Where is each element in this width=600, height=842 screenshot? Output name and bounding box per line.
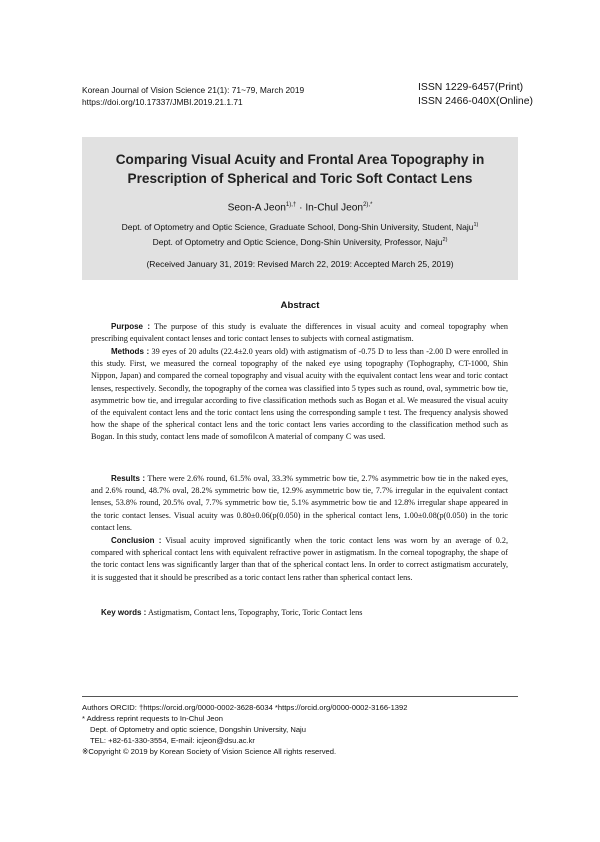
footnote-contact: TEL: +82-61-330-3554, E-mail: icjeon@dsu.ac.kr: [90, 736, 255, 745]
purpose-text: The purpose of this study is evaluate the differences in visual acuity and corneal topography when prescribing equivalent contact lenses and toric contact lenses to subjects with corneal astigmatism.: [91, 322, 508, 344]
footnote-reprint: * Address reprint requests to In-Chul Jeon: [82, 714, 223, 723]
footnote-divider: [82, 696, 518, 697]
author-1-name: Seon-A Jeon: [227, 202, 286, 214]
results-text: There were 2.6% round, 61.5% oval, 33.3% symmetric bow tie, 2.7% asymmetric bow tie in the naked eyes, and 2.6% round, 48.7% oval, 28.2% symmetric bow tie, 12.9% asymmetric bow tie, 7.7% irregular in the equivalent contact lenses, 53.8% round, 20.5% oval, 7.7% symmetric bow tie, 5.1% asymmetric bow tie and 12.8% irregular shape appeared in the toric contact lenses. Visual acuity was 0.80±0.06(p(0.050) in the spherical contact lens, 1.00±0.08(p(0.050) in the toric contact lens.: [91, 474, 508, 532]
abstract-keywords: [101, 608, 362, 617]
author-1-marker: 1),†: [285, 202, 297, 208]
purpose-label: Purpose :: [111, 322, 151, 331]
author-list: [82, 202, 518, 213]
results-label: Results :: [111, 474, 146, 483]
issn-block: [418, 81, 533, 109]
journal-line: Korean Journal of Vision Science 21(1): 71~79, March 2019: [82, 85, 305, 95]
affiliation-1: [82, 222, 518, 232]
footnote-copyright: ※Copyright © 2019 by Korean Society of Vision Science All rights reserved.: [82, 747, 337, 756]
keywords-label: Key words :: [101, 608, 147, 617]
abstract-conclusion: [91, 535, 508, 584]
abstract-methods: [91, 346, 508, 444]
conclusion-text: Visual acuity improved significantly when the toric contact lens was worn by an average of 0.2, compared with spherical contact lens with equivalent refractive power in astigmatism. In the corneal topography, the shape of the toric contact lens was significantly larger than that of the spherical contact lens. In order to correct astigmatism accurately, it is suggested that it should be prescribed as a toric contact lens rather than spherical contact lens.: [91, 536, 508, 582]
paper-title: [82, 150, 518, 188]
abstract-results: [91, 473, 508, 534]
methods-text: 39 eyes of 20 adults (22.4±2.0 years old) with astigmatism of -0.75 D to less than -2.00 D were enrolled in this study. First, we measured the corneal topography of the naked eye using topography (Tophography, CT-1000, Shin Nippon, Japan) and compared the corneal topography and visual acuity with the equivalent contact lens wear and toric contact lenses, respectively. Secondly, the topography of the cornea was classified into 5 types such as round, oval, symmetric bow tie, asymmetric bow tie, and irregular according to five classification methods such as Bogan et al. We measured the visual acuity of the equivalent contact lens and the toric contact lens using the corresponding sample t test. The frequency analysis showed how the shape of the spherical contact lens and the toric contact lens varies according to the classification method such as Bogan. In this study, contact lens made of somofilcon A material of company C was used.: [91, 347, 508, 442]
affiliation-2: [82, 237, 518, 247]
journal-citation: [82, 84, 304, 108]
affiliation-2-marker: 2): [442, 237, 448, 244]
footnote-orcid: Authors ORCID: †https://orcid.org/0000-0002-3628-6034 *https://orcid.org/0000-0002-3166-1392: [82, 703, 408, 712]
author-separator: ·: [296, 202, 306, 214]
conclusion-label: Conclusion :: [111, 536, 162, 545]
title-line-1: Comparing Visual Acuity and Frontal Area Topography in: [115, 152, 485, 167]
received-dates: (Received January 31, 2019: Revised March 22, 2019: Accepted March 25, 2019): [146, 259, 454, 269]
affiliation-1-marker: 1): [473, 222, 479, 229]
issn-print: ISSN 1229-6457(Print): [418, 82, 524, 93]
footnote-dept: Dept. of Optometry and optic science, Dongshin University, Naju: [90, 725, 306, 734]
author-2-marker: 2),*: [363, 202, 373, 208]
title-box: [82, 137, 518, 280]
abstract-heading: Abstract: [280, 300, 320, 311]
affiliation-1-text: Dept. of Optometry and Optic Science, Graduate School, Dong-Shin University, Student, Naju: [121, 222, 474, 232]
keywords-text: Astigmatism, Contact lens, Topography, Toric, Toric Contact lens: [146, 608, 363, 617]
title-line-2: Prescription of Spherical and Toric Soft Contact Lens: [127, 171, 473, 186]
abstract-purpose: [91, 321, 508, 345]
affiliation-2-text: Dept. of Optometry and Optic Science, Dong-Shin University, Professor, Naju: [152, 237, 443, 247]
methods-label: Methods :: [111, 347, 150, 356]
doi-link[interactable]: https://doi.org/10.17337/JMBI.2019.21.1.71: [82, 97, 243, 107]
issn-online: ISSN 2466-040X(Online): [418, 96, 533, 107]
author-2-name: In-Chul Jeon: [305, 202, 364, 214]
